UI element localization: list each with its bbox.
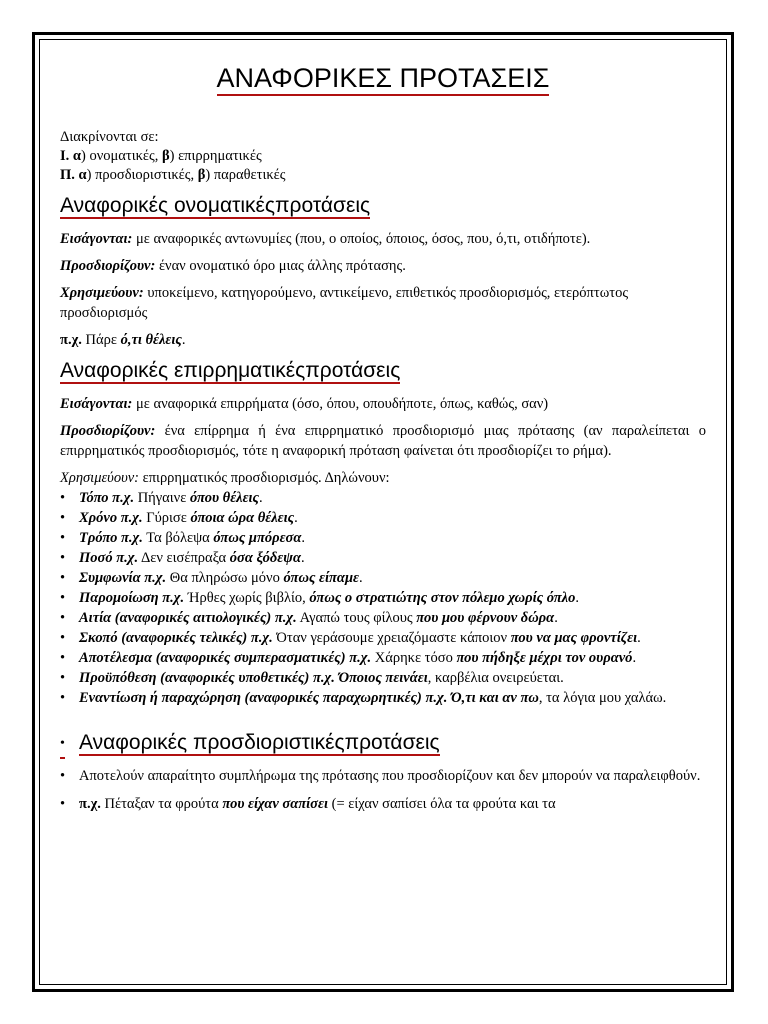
list-item: • π.χ. Πέταξαν τα φρούτα που είχαν σαπίσει (= είχαν σαπίσει όλα τα φρούτα και τα — [60, 796, 556, 812]
list-item: • Αποτέλεσμα (αναφορικές συμπερασματικές) π.χ. Χάρηκε τόσο που πήδηξε μέχρι τον ουρανό. — [60, 650, 637, 666]
list-item: • Συμφωνία π.χ. Θα πληρώσω μόνο όπως είπαμε. — [60, 570, 363, 586]
section-heading-adverbial: Αναφορικές επιρρηματικέςπροτάσεις — [60, 359, 401, 382]
list-item: • Αιτία (αναφορικές αιτιολογικές) π.χ. Αγαπώ τους φίλους που μου φέρνουν δώρα. — [60, 610, 558, 626]
list-item: • Τρόπο π.χ. Τα βόλεψα όπως μπόρεσα. — [60, 530, 306, 546]
page-inner-border — [39, 39, 727, 985]
s1-use: Χρησιμεύουν: υποκείμενο, κατηγορούμενο, αντικείμενο, επιθετικός προσδιορισμός, ετερόπτωτος προσδιορισμός — [60, 285, 629, 321]
list-item: • Ποσό π.χ. Δεν εισέπραξα όσα ξόδεψα. — [60, 550, 305, 566]
list-item: • Αποτελούν απαραίτητο συμπλήρωμα της πρότασης που προσδιορίζουν και δεν μπορούν να παραλειφθούν. — [60, 768, 701, 784]
list-item: • Εναντίωση ή παραχώρηση (αναφορικές παραχωρητικές) π.χ. Ό,τι και αν πω, τα λόγια μου χαλάω. — [60, 690, 667, 706]
intro-line-2: Ι. α) ονοματικές, β) επιρρηματικές — [60, 148, 262, 164]
document-content — [60, 62, 706, 822]
list-item: • Προϋπόθεση (αναφορικές υποθετικές) π.χ. Όποιος πεινάει, καρβέλια ονειρεύεται. — [60, 670, 564, 686]
s1-introduced: Εισάγονται: με αναφορικές αντωνυμίες (που, ο οποίος, όποιος, όσος, που, ό,τι, οτιδήποτε). — [60, 231, 591, 247]
s1-specify: Προσδιορίζουν: έναν ονοματικό όρο μιας άλλης πρότασης. — [60, 258, 406, 274]
section-heading-nominal: Αναφορικές ονοματικέςπροτάσεις — [60, 194, 371, 217]
s2-use: Χρησιμεύουν: επιρρηματικός προσδιορισμός. Δηλώνουν: — [60, 470, 390, 486]
section-heading-restrictive: • Αναφορικές προσδιοριστικέςπροτάσεις — [60, 730, 706, 756]
intro-line-3: Π. α) προσδιοριστικές, β) παραθετικές — [60, 167, 286, 183]
document-title: ΑΝΑΦΟΡΙΚΕΣ ΠΡΟΤΑΣΕΙΣ — [60, 62, 706, 94]
list-item: • Σκοπό (αναφορικές τελικές) π.χ. Όταν γεράσουμε χρειαζόμαστε κάποιον που να μας φροντίζει. — [60, 630, 641, 646]
list-item: • Χρόνο π.χ. Γύρισε όποια ώρα θέλεις. — [60, 510, 298, 526]
intro-line-1: Διακρίνονται σε: — [60, 129, 159, 145]
restrictive-list — [60, 766, 706, 814]
s2-introduced: Εισάγονται: με αναφορικά επιρρήματα (όσο, όπου, οπουδήποτε, όπως, καθώς, σαν) — [60, 396, 549, 412]
s1-example: π.χ. Πάρε ό,τι θέλεις. — [60, 332, 186, 348]
list-item: • Παρομοίωση π.χ. Ήρθες χωρίς βιβλίο, όπως ο στρατιώτης στον πόλεμο χωρίς όπλο. — [60, 590, 579, 606]
adverbial-meaning-list — [60, 488, 706, 708]
s2-specify: Προσδιορίζουν: ένα επίρρημα ή ένα επιρρηματικό προσδιορισμό μιας πρότασης (αν παραλείπεται ο επιρρηματικός προσδιορισμός, τότε η αναφορική πρόταση φαίνεται ότι προσδιορίζει το ρήμα). — [60, 423, 706, 459]
intro-block — [60, 128, 706, 185]
list-item: • Τόπο π.χ. Πήγαινε όπου θέλεις. — [60, 490, 263, 506]
page-frame — [32, 32, 734, 992]
